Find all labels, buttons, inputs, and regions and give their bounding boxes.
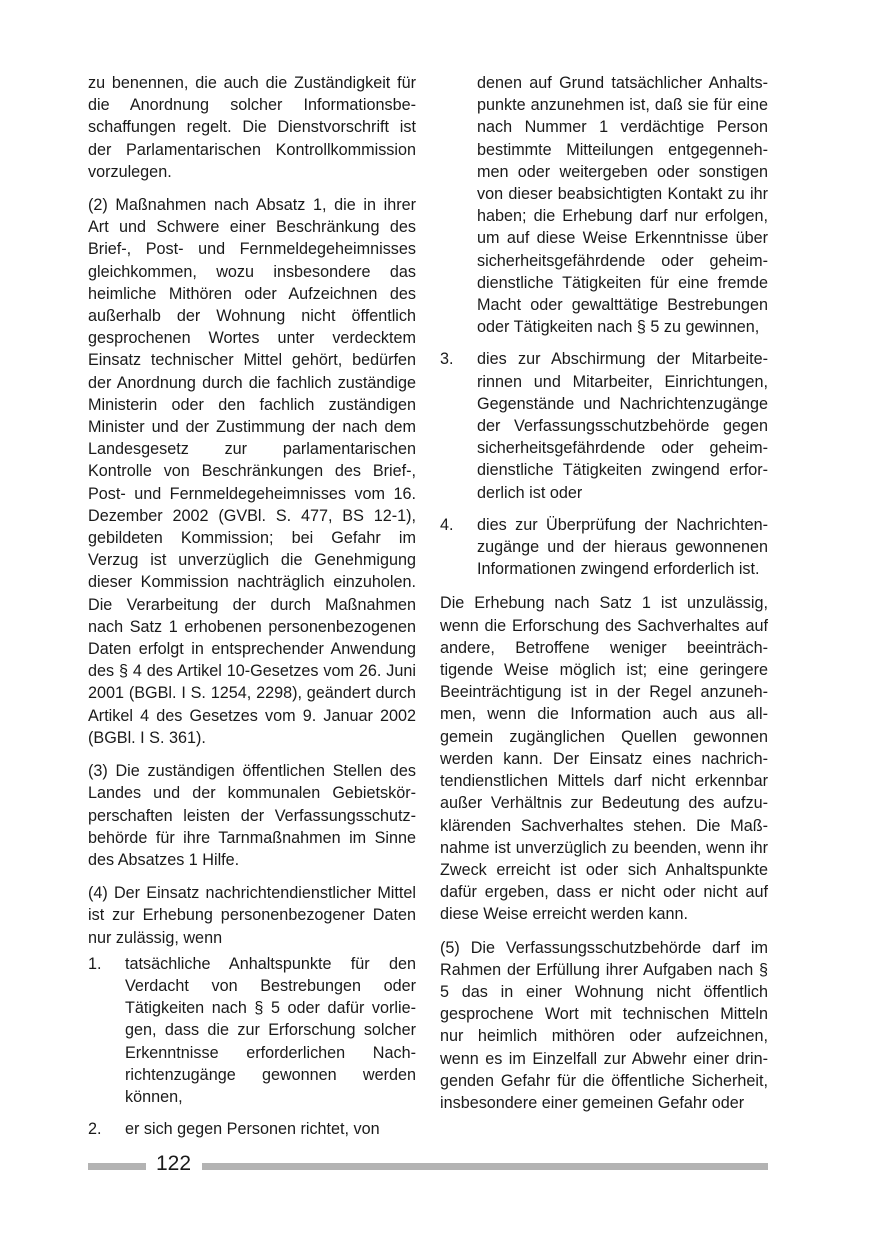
paragraph-2: (2) Maßnahmen nach Absatz 1, die in ihrer Art und Schwere einer Beschränkung des Brief-, Post- und Fernmeldegeheimnisses gleichkommen, wozu insbesondere das heimliche Mithören oder Aufzeichnen des außerhalb der Wohnung nicht öffentlich gesprochenen Wortes unter verdecktem Einsatz technischer Mittel gehört, bedürfen der Anordnung durch die fachlich zuständige Ministerin oder den fachlich zuständigen Minister und der Zustimmung der nach dem Landesgesetz zur parlamentarischen Kontrolle von Beschränkungen des Brief-, Post- und Fernmeldegeheimnisses vom 16. Dezember 2002 (GVBl. S. 477, BS 12-1), gebildeten Kommission; bei Gefahr im Verzug ist unverzüglich die Genehmigung dieser Kommission nachträglich einzuholen. Die Verarbeitung der durch Maßnahmen nach Satz 1 erhobenen personenbezogenen Daten erfolgt in entsprechender Anwendung des § 4 des Artikel 10-Gesetzes vom 26. Juni 2001 (BGBl. I S. 1254, 2298), geändert durch Artikel 4 des Gesetzes vom 9. Januar 2002 (BGBl. I S. 361). bbox=[88, 196, 416, 747]
list-item-number: 3. bbox=[440, 350, 454, 369]
list-item-text: dies zur Abschirmung der Mitarbeiterinnen und Mitarbeiter, Einrichtungen, Gegenstände und Nachrichtenzugänge der Verfassungsschutzbehörde gegen sicherheitsgefährdende oder geheimdienstliche Tätigkeiten zwingend erforderlich ist oder bbox=[477, 350, 768, 502]
right-column bbox=[440, 72, 768, 1125]
list-item-number: 4. bbox=[440, 515, 454, 534]
left-column bbox=[88, 72, 416, 1150]
list-item-number: 1. bbox=[88, 954, 102, 973]
page-number: 122 bbox=[156, 1152, 192, 1175]
list-item-text: er sich gegen Personen richtet, von bbox=[125, 1120, 380, 1139]
paragraph-3: (3) Die zuständigen öffentlichen Stellen des Landes und der kommunalen Gebietskörperschaften leisten der Verfassungsschutzbehörde für ihre Tarnmaßnahmen im Sinne des Absatzes 1 Hilfe. bbox=[88, 762, 416, 869]
list-item-text: tatsächliche Anhaltspunkte für den Verdacht von Bestrebungen oder Tätigkeiten nach § 5 oder dafür vorliegen, dass die zur Erforschung solcher Erkenntnisse erforderlichen Nachrichtenzugänge gewonnen werden können, bbox=[125, 954, 416, 1106]
paragraph-5: (5) Die Verfassungsschutzbehörde darf im Rahmen der Erfüllung ihrer Aufgaben nach § 5 das in einer Wohnung nicht öffentlich gesprochene Wort mit technischen Mitteln nur heimlich mithören oder aufzeichnen, wenn es im Einzelfall zur Abwehr einer dringenden Gefahr für die öffentliche Sicherheit, insbesondere einer gemeinen Gefahr oder bbox=[440, 938, 768, 1112]
list-item-text: dies zur Überprüfung der Nachrichtenzugänge und der hieraus gewonnenen Informationen zwingend erforderlich ist. bbox=[477, 515, 768, 579]
footer-rule-left bbox=[88, 1163, 146, 1170]
footer-rule-right bbox=[202, 1163, 768, 1170]
list-item-number: 2. bbox=[88, 1120, 102, 1139]
paragraph-intro: zu benennen, die auch die Zuständigkeit für die Anordnung solcher Informationsbeschaffungen regelt. Die Dienstvorschrift ist der Parlamentarischen Kontrollkommission vorzulegen. bbox=[88, 74, 416, 181]
paragraph-4: (4) Der Einsatz nachrichtendienstlicher Mittel ist zur Erhebung personenbezogener Daten nur zulässig, wenn bbox=[88, 884, 416, 947]
list-item-4 bbox=[440, 514, 768, 581]
paragraph-erhebung: Die Erhebung nach Satz 1 ist unzulässig, wenn die Erforschung des Sachverhaltes auf andere, Betroffene weniger beeinträchtigende Weise möglich ist; eine geringere Beeinträchtigung ist in der Regel anzunehmen, wenn die Information auch aus allgemein zugänglichen Quellen gewonnen werden kann. Der Einsatz eines nachrichtendienstlichen Mittels darf nicht erkennbar außer Verhältnis zur Bedeutung des aufzuklärenden Sachverhaltes stehen. Die Maßnahme ist unverzüglich zu beenden, wenn ihr Zweck erreicht ist oder sich Anhaltspunkte dafür ergeben, dass er nicht oder nicht auf diese Weise erreicht werden kann. bbox=[440, 594, 768, 924]
list-item-2 bbox=[88, 1118, 416, 1140]
list-item-2-continuation: denen auf Grund tatsächlicher Anhaltspunkte anzunehmen ist, daß sie für eine nach Nummer 1 verdächtige Person bestimmte Mitteilungen entgegennehmen oder weitergeben oder sonstigen von dieser beabsichtigten Kontakt zu ihr haben; die Erhebung darf nur erfolgen, um auf diese Weise Erkenntnisse über sicherheitsgefährdende oder geheimdienstliche Tätigkeiten für eine fremde Macht oder gewalttätige Bestrebungen oder Tätigkeiten nach § 5 zu gewinnen, bbox=[477, 74, 768, 337]
list-item-1 bbox=[88, 953, 416, 1108]
list-item-3 bbox=[440, 348, 768, 503]
page-footer bbox=[88, 1154, 768, 1176]
